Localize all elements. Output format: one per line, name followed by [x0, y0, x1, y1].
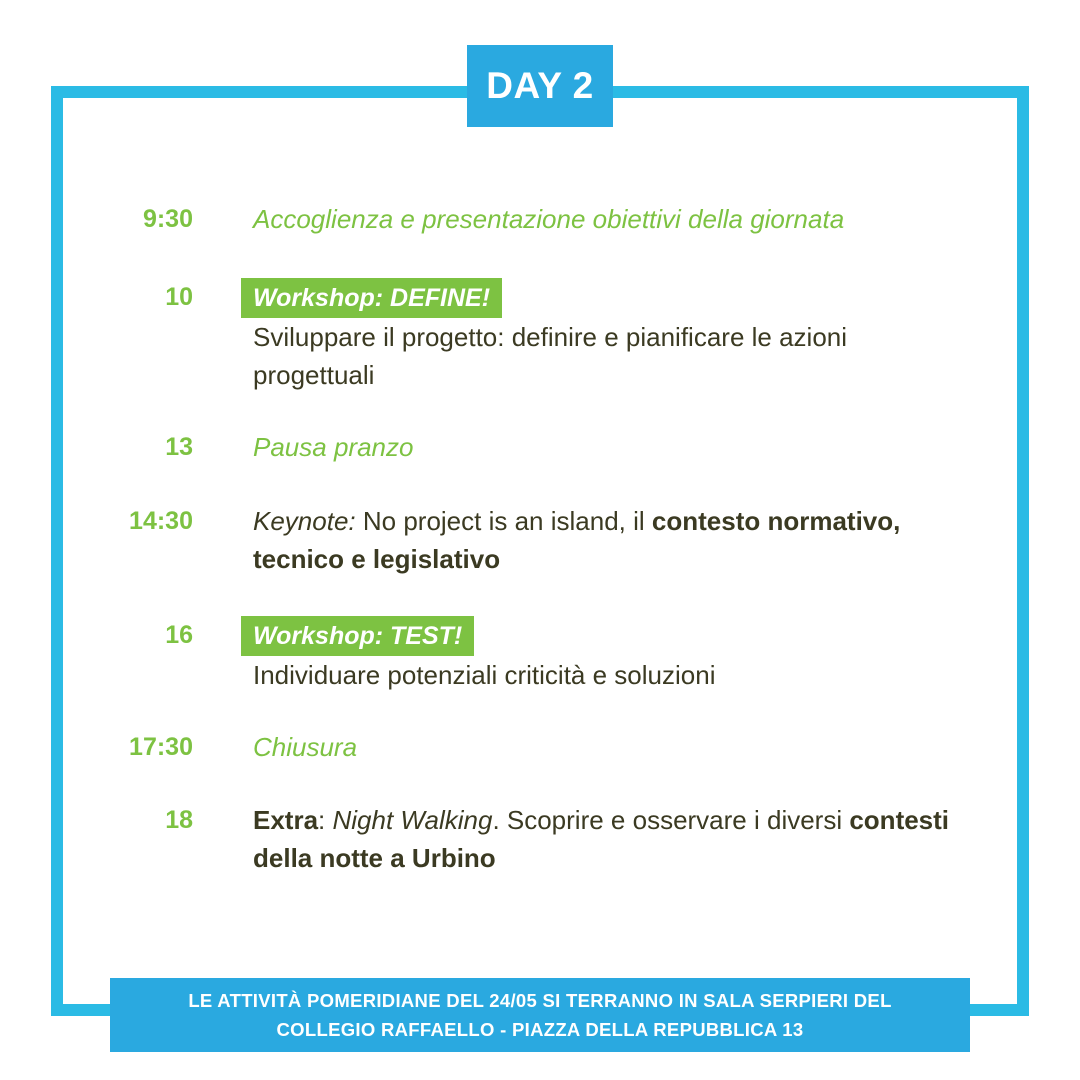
item-content [253, 278, 973, 394]
item-content [253, 728, 973, 766]
keynote-label: Keynote: [253, 506, 356, 536]
keynote-highlight: contesto normativo, tecnico e legislativo [253, 506, 901, 574]
extra-text: . Scoprire e osservare i diversi [492, 805, 850, 835]
item-time: 16 [165, 621, 193, 649]
item-time: 9:30 [142, 205, 193, 233]
workshop-tag: Workshop: TEST! [241, 616, 474, 656]
extra-label: Extra [253, 805, 319, 835]
item-title: Chiusura [253, 732, 358, 762]
venue-notice-line: COLLEGIO RAFFAELLO - PIAZZA DELLA REPUBBLICA 13 [276, 1019, 804, 1040]
venue-notice [110, 978, 970, 1052]
item-time: 13 [165, 433, 193, 461]
item-title: Accoglienza e presentazione obiettivi della giornata [253, 204, 845, 234]
keynote-text: No project is an island, il [355, 506, 652, 536]
day-label: DAY 2 [486, 65, 594, 106]
extra-highlight: contesti della notte a Urbino [253, 805, 950, 873]
item-description: Sviluppare il progetto: definire e pianificare le azioni progettuali [253, 322, 848, 390]
item-time: 10 [165, 283, 193, 311]
venue-notice-line: LE ATTIVITÀ POMERIDIANE DEL 24/05 SI TERRANNO IN SALA SERPIERI DEL [188, 990, 892, 1011]
item-title: Pausa pranzo [253, 432, 414, 462]
extra-title: Night Walking [332, 805, 493, 835]
item-content [253, 801, 973, 877]
item-time: 18 [165, 806, 193, 834]
day-badge [467, 45, 613, 127]
item-content [253, 502, 973, 578]
workshop-tag: Workshop: DEFINE! [241, 278, 502, 318]
extra-colon: : [318, 805, 333, 835]
item-content [253, 200, 973, 238]
item-description: Individuare potenziali criticità e soluzioni [253, 660, 716, 690]
item-content [253, 428, 973, 466]
item-time: 14:30 [129, 507, 193, 535]
item-content [253, 616, 973, 694]
item-time: 17:30 [129, 733, 193, 761]
